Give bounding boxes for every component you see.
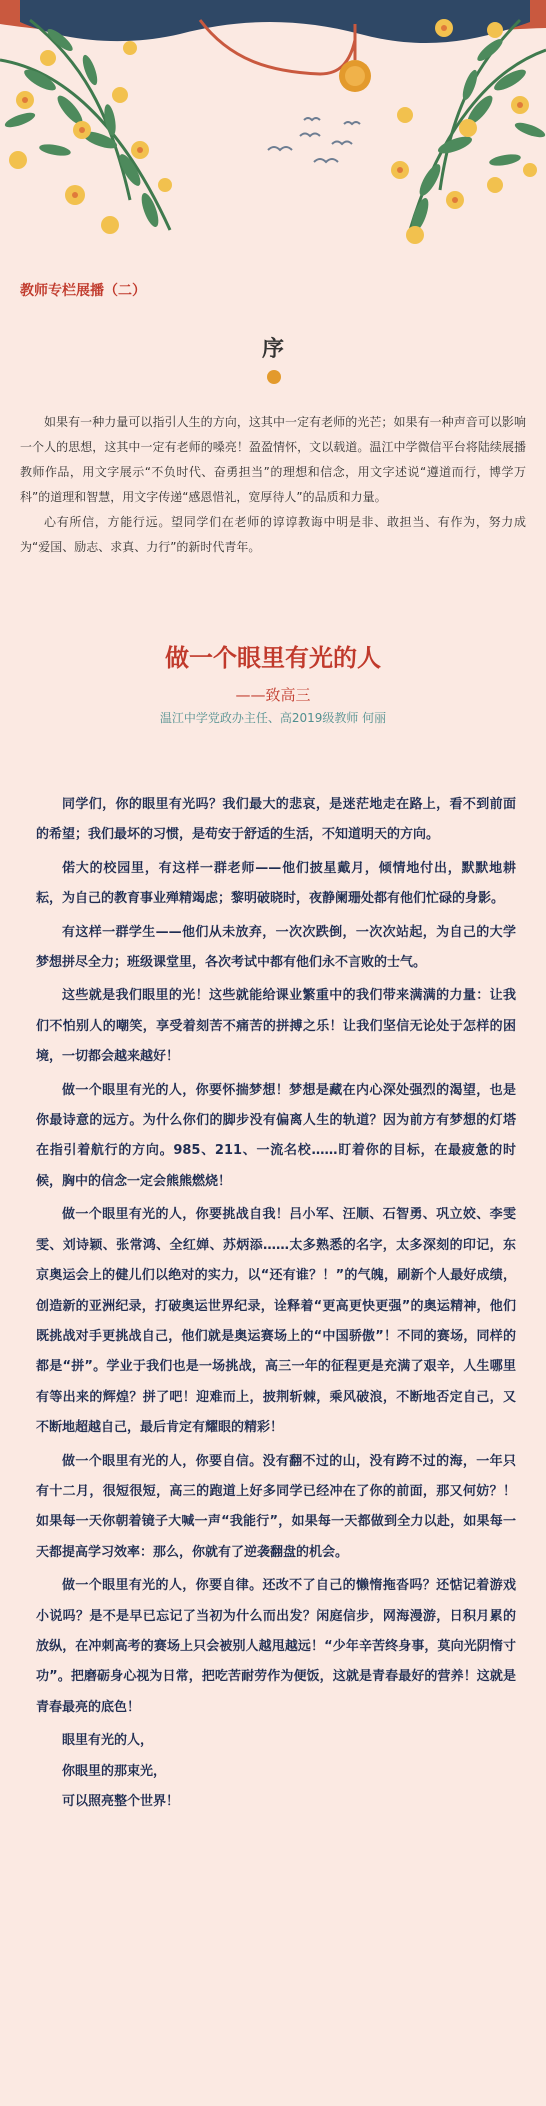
article-paragraph: 做一个眼里有光的人，你要自信。没有翻不过的山，没有跨不过的海，一年只有十二月，很短很短，高三的跑道上好多同学已经冲在了你的前面，那又何妨？！如果每一天你朝着镜子大喊一声“我能行”，如果每一天都做到全力以赴，如果每一天都提高学习效率：那么，你就有了逆袭翻盘的机会。 [36,1453,516,1560]
article-paragraph: 偌大的校园里，有这样一群老师——他们披星戴月，倾情地付出，默默地耕耘，为自己的教育事业殚精竭虑；黎明破晓时，夜静阑珊处都有他们忙碌的身影。 [36,860,516,907]
article-byline: 温江中学党政办主任、高2019级教师 何丽 [159,711,387,725]
right-vine-flowers-illustration [391,19,546,244]
article-subtitle: ——致高三 [235,686,311,704]
poem-line: 你眼里的那束光， [62,1763,167,1779]
header-illustration [0,0,546,255]
article-paragraph: 做一个眼里有光的人，你要自律。还改不了自己的懒惰拖沓吗？还惦记着游戏小说吗？是不是早已忘记了当初为什么而出发？闲庭信步，网海漫游，日积月累的放纵，在冲刺高考的赛场上只会被别人越甩越远！“少年辛苦终身事，莫向光阴惰寸功”。把磨砺身心视为日常，把吃苦耐劳作为便饭，这就是青春最好的营养！这就是青春最亮的底色！ [36,1578,516,1715]
article-paragraph: 同学们，你的眼里有光吗？我们最大的悲哀，是迷茫地走在路上，看不到前面的希望；我们最坏的习惯，是苟安于舒适的生活，不知道明天的方向。 [36,797,516,843]
article-paragraph: 做一个眼里有光的人，你要怀揣梦想！梦想是藏在内心深处强烈的渴望，也是你最诗意的远方。为什么你们的脚步没有偏离人生的轨道？因为前方有梦想的灯塔在指引着航行的方向。985、211、一流名校……盯着你的目标，在最疲惫的时候，胸中的信念一定会熊熊燃烧！ [36,1082,516,1189]
hanging-medallion-illustration [200,20,371,92]
article-body [36,790,516,1817]
preface [20,410,526,560]
poem-line: 可以照亮整个世界！ [62,1794,180,1809]
article-paragraph: 这些就是我们眼里的光！这些就能给课业繁重中的我们带来满满的力量：让我们不怕别人的嘲笑，享受着刻苦不痛苦的拼搏之乐！让我们坚信无论处于怎样的困境，一切都会越来越好！ [36,988,516,1065]
preface-title: 序 [261,337,284,362]
article-paragraph: 有这样一群学生——他们从未放弃，一次次跌倒，一次次站起，为自己的大学梦想拼尽全力；班级课堂里，各次考试中都有他们永不言败的士气。 [36,924,516,971]
poem-line: 眼里有光的人， [62,1733,154,1749]
left-vine-flowers-illustration [0,20,172,234]
article-paragraph: 做一个眼里有光的人，你要挑战自我！吕小军、汪顺、石智勇、巩立姣、李雯雯、刘诗颖、张常鸿、全红婵、苏炳添……太多熟悉的名字，太多深刻的印记，东京奥运会上的健儿们以绝对的实力，以“还有谁？！”的气魄，刷新个人最好成绩，创造新的亚洲纪录，打破奥运世界纪录，诠释着“更高更快更强”的奥运精神，他们既挑战对手更挑战自己，他们就是奥运赛场上的“中国骄傲”！不同的赛场，同样的都是“拼”。学业于我们也是一场挑战，高三一年的征程更是充满了艰辛，人生哪里有等出来的辉煌？拼了吧！迎难而上，披荆斩棘，乘风破浪，不断地否定自己，又不断地超越自己，最后肯定有耀眼的精彩！ [36,1207,516,1436]
flying-birds-illustration [268,118,360,162]
article-title: 做一个眼里有光的人 [165,644,381,672]
preface-paragraph: 心有所信，方能行远。望同学们在老师的谆谆教诲中明是非、敢担当、有作为，努力成为“爱国、励志、求真、力行”的新时代青年。 [20,515,526,554]
preface-paragraph: 如果有一种力量可以指引人生的方向，这其中一定有老师的光芒；如果有一种声音可以影响一个人的思想，这其中一定有老师的嗓亮！盈盈情怀，文以载道。温江中学微信平台将陆续展播教师作品，用文字展示“不负时代、奋勇担当”的理想和信念，用文字述说“遵道而行，博学万科”的道理和智慧，用文字传递“感恩惜礼，宽厚待人”的品质和力量。 [20,415,526,504]
preface-divider-dot [267,370,281,384]
column-tag: 教师专栏展播（二） [20,283,146,299]
